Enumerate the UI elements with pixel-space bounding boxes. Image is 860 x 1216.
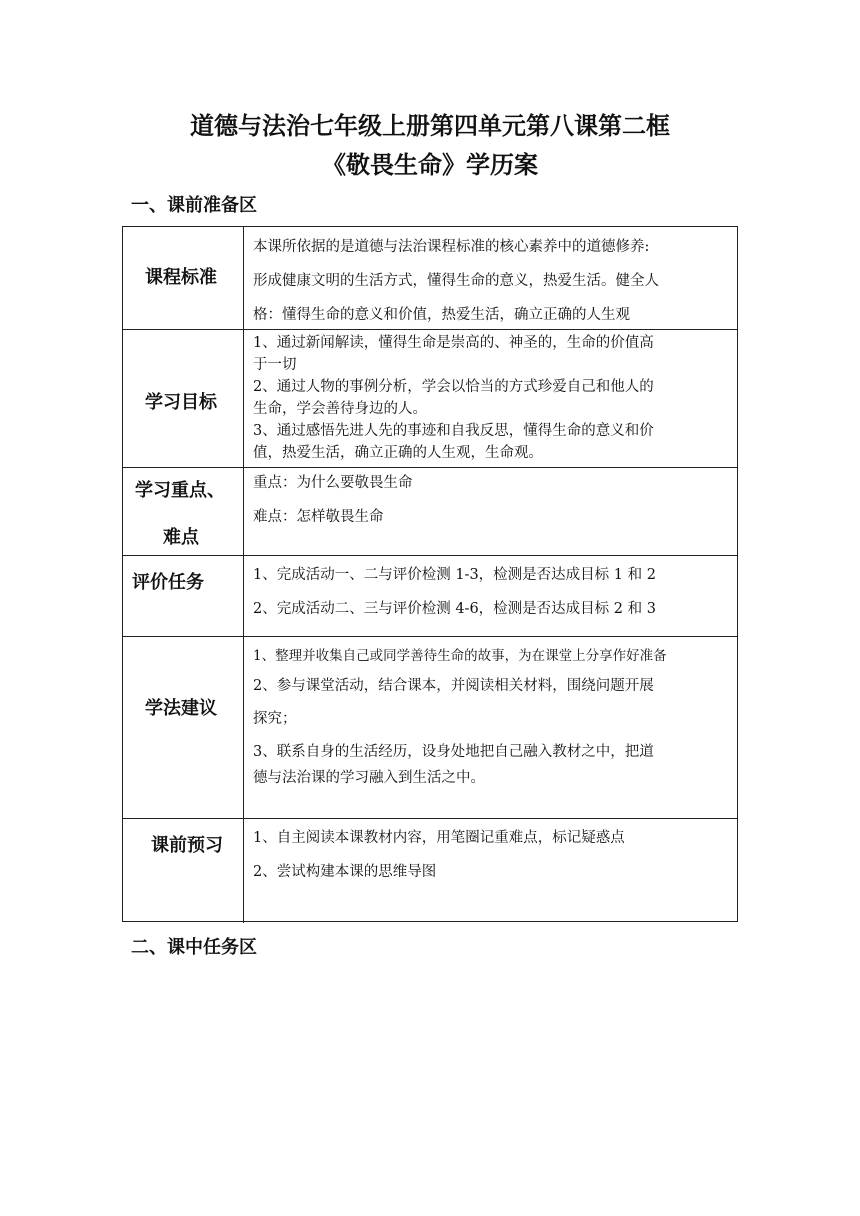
row-content-cell (253, 332, 731, 464)
document-title: 道德与法治七年级上册第四单元第八课第二框 (190, 112, 670, 140)
row-label: 学法建议 (145, 698, 217, 719)
table-row-objectives (123, 330, 737, 468)
row-label-cell (123, 468, 244, 555)
row-label: 学习重点、 (135, 480, 225, 501)
row-label: 评价任务 (132, 572, 204, 593)
row-label: 学习目标 (145, 392, 217, 413)
section-heading-prep: 一、课前准备区 (131, 195, 257, 216)
content-line: 1、完成活动一、二与评价检测 1-3，检测是否达成目标 1 和 2 (253, 567, 656, 583)
row-label-cell (123, 819, 244, 923)
row-label-cell (123, 330, 244, 467)
row-label-cell (123, 227, 244, 329)
content-line: 本课所依据的是道德与法治课程标准的核心素养中的道德修养: (253, 239, 650, 255)
content-line: 德与法治课的学习融入到生活之中。 (253, 770, 485, 786)
table-row-method (123, 637, 737, 819)
content-line: 1、整理并收集自己或同学善待生命的故事，为在课堂上分享作好准备 (253, 648, 667, 664)
row-label-cell (123, 556, 244, 636)
content-line: 难点：怎样敬畏生命 (253, 509, 384, 525)
document-subtitle: 《敬畏生命》学历案 (322, 151, 538, 179)
row-content-cell (253, 230, 731, 332)
content-line: 1、通过新闻解读，懂得生命是崇高的、神圣的，生命的价值高 (253, 335, 654, 351)
section-heading-in-class: 二、课中任务区 (131, 937, 257, 958)
content-line: 3、联系自身的生活经历，设身处地把自己融入教材之中，把道 (253, 744, 654, 760)
row-label: 课前预习 (151, 835, 223, 856)
content-line: 2、尝试构建本课的思维导图 (253, 864, 437, 880)
row-label: 课程标准 (145, 267, 217, 288)
content-line: 探究； (253, 711, 297, 727)
content-line: 3、通过感悟先进人先的事迹和自我反思，懂得生命的意义和价 (253, 423, 654, 439)
table-row-preview (123, 819, 737, 923)
content-line: 1、自主阅读本课教材内容，用笔圈记重难点，标记疑惑点 (253, 830, 625, 846)
row-content-cell (253, 558, 731, 626)
table-row-evaluation (123, 556, 737, 637)
table-row-focus (123, 468, 737, 556)
row-label: 难点 (163, 527, 199, 548)
content-line: 值，热爱生活，确立正确的人生观，生命观。 (253, 445, 543, 461)
content-line: 格：懂得生命的意义和价值，热爱生活，确立正确的人生观 (253, 307, 630, 323)
content-line: 2、通过人物的事例分析，学会以恰当的方式珍爱自己和他人的 (253, 379, 654, 395)
content-line: 2、参与课堂活动，结合课本，并阅读相关材料，围绕问题开展 (253, 678, 654, 694)
content-line: 形成健康文明的生活方式，懂得生命的意义，热爱生活。健全人 (253, 273, 659, 289)
row-label-cell (123, 637, 244, 818)
row-content-cell (253, 821, 731, 889)
content-line: 重点：为什么要敬畏生命 (253, 475, 413, 491)
row-content-cell (253, 466, 731, 534)
content-line: 于一切 (253, 357, 297, 373)
table-row-standard (123, 227, 737, 330)
content-line: 2、完成活动二、三与评价检测 4-6，检测是否达成目标 2 和 3 (253, 601, 656, 617)
row-content-cell (253, 643, 731, 791)
lesson-plan-table (122, 226, 738, 922)
content-line: 生命，学会善待身边的人。 (253, 401, 427, 417)
